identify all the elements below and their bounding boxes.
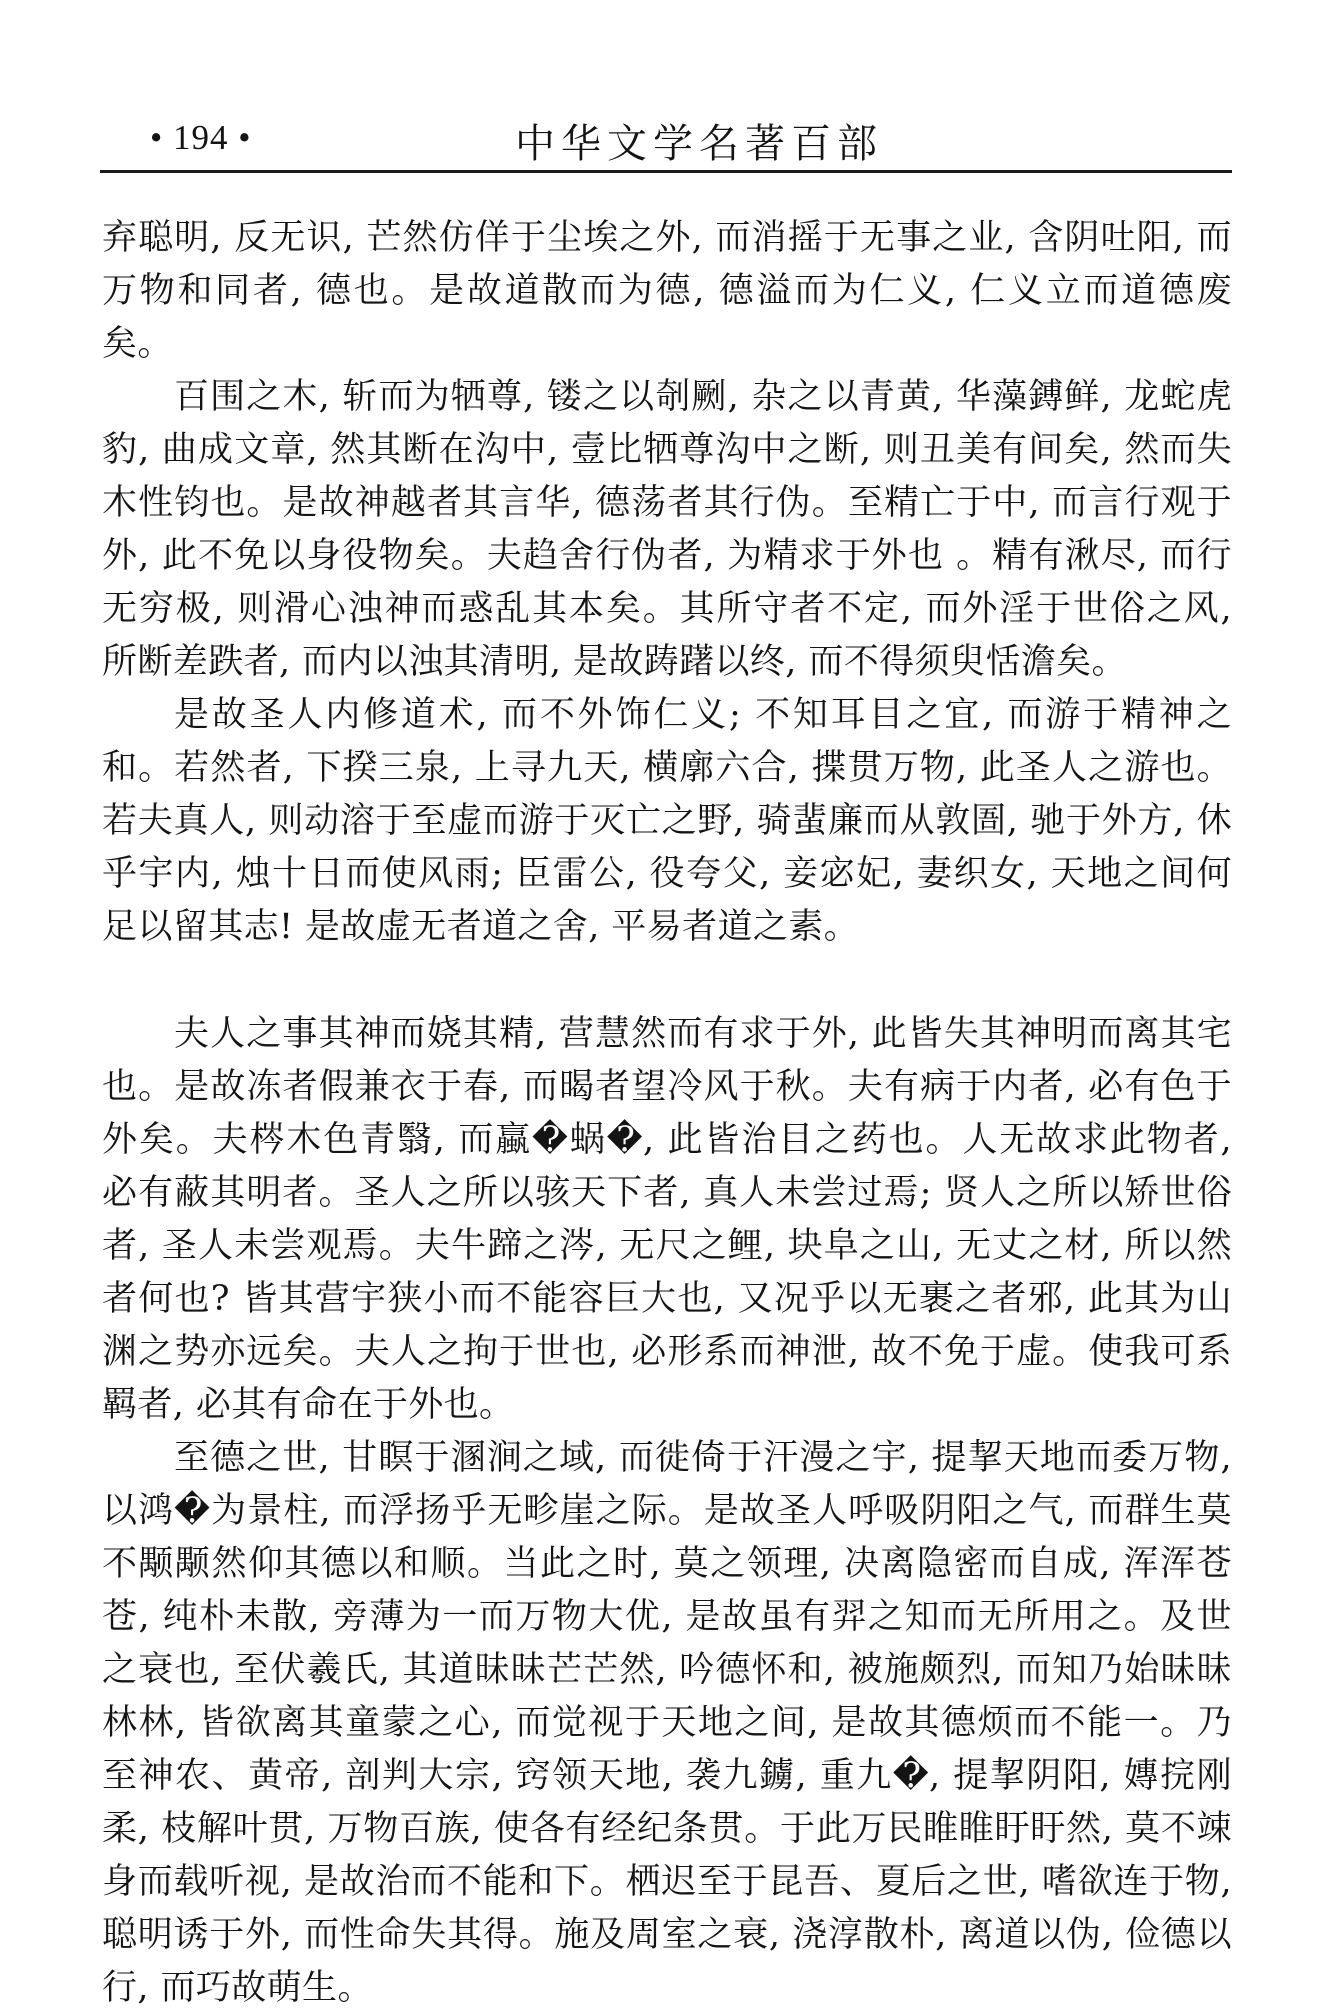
paragraph: 是故圣人内修道术, 而不外饰仁义; 不知耳目之宜, 而游于精神之和。若然者, 下揆三泉, 上寻九天, 横廓六合, 揲贯万物, 此圣人之游也。若夫真人, 则动溶于至虚而游于灭亡之野, 骑蜚廉而从敦圄, 驰于外方, 休乎宇内, 烛十日而使风雨; 臣雷公, 役夸父, 妾宓妃, 妻织女, 天地之间何足以留其志! 是故虚无者道之舍, 平易者道之素。 [102,695,1232,947]
section-break [102,954,1232,1008]
paragraph: 百围之木, 斩而为牺尊, 镂之以剞劂, 杂之以青黄, 华藻鎛鲜, 龙蛇虎豹, 曲成文章, 然其断在沟中, 壹比牺尊沟中之断, 则丑美有间矣, 然而失木性钧也。是故神越者其言华, 德荡者其行伪。至精亡于中, 而言行观于外, 此不免以身役物矣。夫趋舍行伪者, 为精求于外也 。精有湫尽, 而行无穷极, 则滑心浊神而惑乱其本矣。其所守者不定, 而外淫于世俗之风, 所断差跌者, 而内以浊其清明, 是故踌躇以终, 而不得须臾恬澹矣。 [102,377,1232,682]
paragraph: 夫人之事其神而娆其精, 营慧然而有求于外, 此皆失其神明而离其宅也。是故冻者假兼衣于春, 而暍者望冷风于秋。夫有病于内者, 必有色于外矣。夫梣木色青翳, 而蠃�蜗�, 此皆治目之药也。人无故求此物者, 必有蔽其明者。圣人之所以骇天下者, 真人未尝过焉; 贤人之所以矫世俗者, 圣人未尝观焉。夫牛蹄之涔, 无尺之鲤, 块阜之山, 无丈之材, 所以然者何也? 皆其营宇狭小而不能容巨大也, 又况乎以无裹之者邪, 此其为山渊之势亦远矣。夫人之拘于世也, 必形系而神泄, 故不免于虚。使我可系羁者, 必其有命在于外也。 [102,1014,1232,1425]
paragraph: 至德之世, 甘瞑于溷涧之域, 而徙倚于汗漫之宇, 提挈天地而委万物, 以鸿�为景柱, 而浮扬乎无畛崖之际。是故圣人呼吸阴阳之气, 而群生莫不颙颙然仰其德以和顺。当此之时, 莫之领理, 决离隐密而自成, 浑浑苍苍, 纯朴未散, 旁薄为一而万物大优, 是故虽有羿之知而无所用之。及世之衰也, 至伏羲氏, 其道昧昧芒芒然, 吟德怀和, 被施颇烈, 而知乃始昧昧林林, 皆欲离其童蒙之心, 而觉视于天地之间, 是故其德烦而不能一。乃至神农、黄帝, 剖判大宗, 窍领天地, 袭九鐪, 重九�, 提挈阴阳, 嫥捖刚柔, 枝解叶贯, 万物百族, 使各有经纪条贯。于此万民睢睢盱盱然, 莫不竦身而载听视, 是故治而不能和下。栖迟至于昆吾、夏后之世, 嗜欲连于物, 聪明诱于外, 而性命失其得。施及周室之衰, 浇淳散朴, 离道以伪, 俭德以行, 而巧故萌生。 [102,1438,1232,2008]
body-text [102,212,1232,2015]
paragraph: 弃聪明, 反无识, 芒然仿佯于尘埃之外, 而消摇于无事之业, 含阴吐阳, 而万物和同者, 德也。是故道散而为德, 德溢而为仁义, 仁义立而道德废矣。 [102,218,1232,364]
page-number: • 194 • [150,118,252,157]
running-title: 中华文学名著百部 [515,121,883,167]
page-header [100,108,1230,168]
header-divider [100,170,1232,173]
